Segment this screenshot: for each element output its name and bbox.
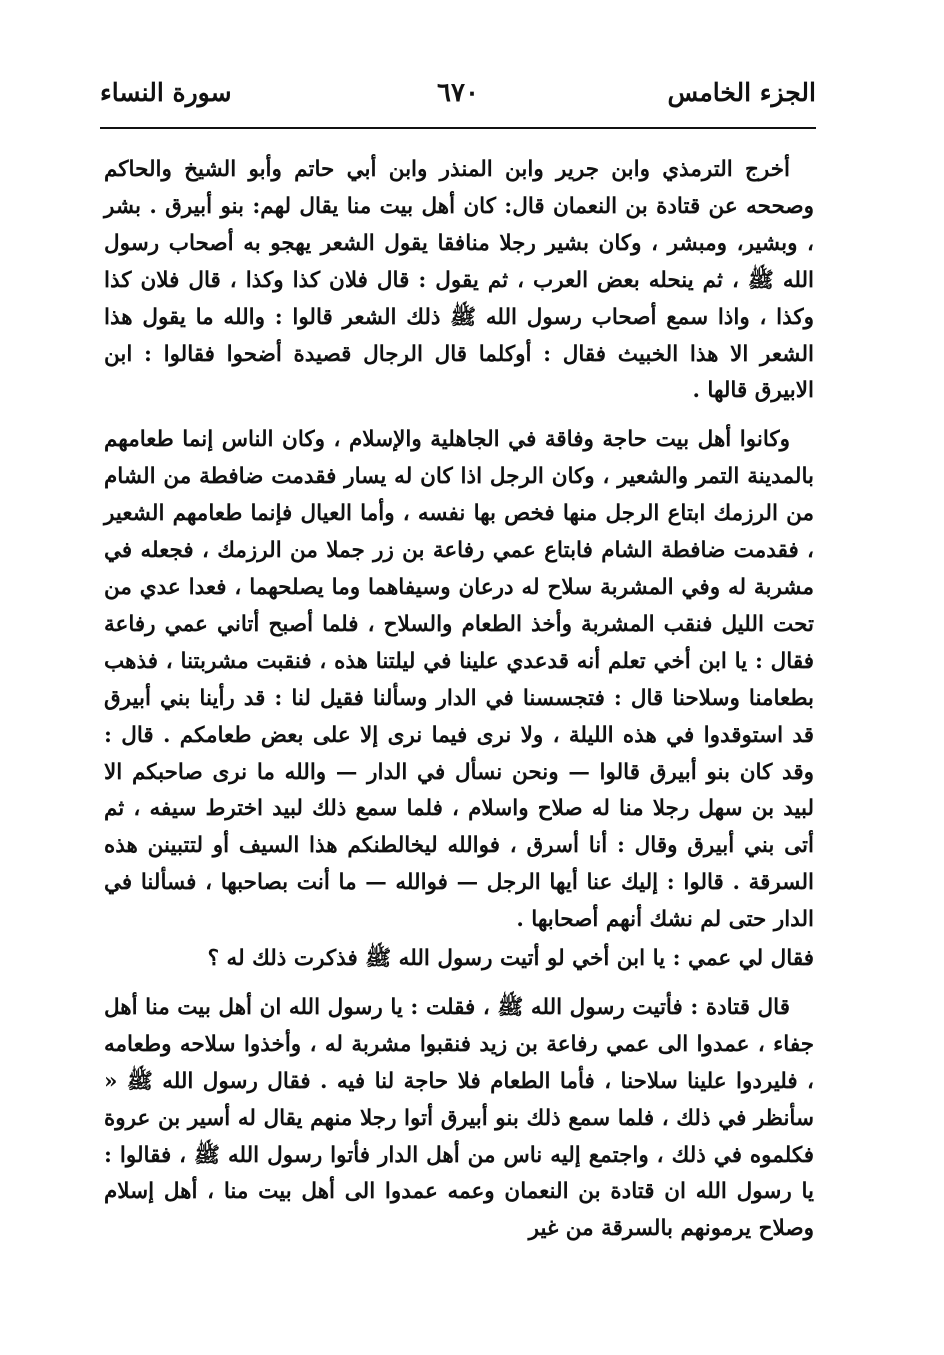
paragraph: قال قتادة : فأتيت رسول الله ﷺ ، فقلت : يا رسول الله ان أهل بيت منا أهل جفاء ، عمدوا الى عمي رفاعة بن زيد فنقبوا مشربة له ، وأخذوا سلاحه وطعامه ، فليردوا علينا سلاحنا ، فأما الطعام فلا حاجة لنا فيه . فقال رسول الله ﷺ « سأنظر في ذلك ، فلما سمع ذلك بنو أبيرق أتوا رجلا منهم يقال له أسير بن عروة فكلموه في ذلك ، واجتمع إليه ناس من أهل الدار فأتوا رسول الله ﷺ ، فقالوا : يا رسول الله ان قتادة بن النعمان وعمه عمدوا الى أهل بيت منا ، أهل إسلام وصلاح يرمونهم بالسرقة من غير (104, 994, 814, 1242)
paragraph: أخرج الترمذي وابن جرير وابن المنذر وابن أبي حاتم وأبو الشيخ والحاكم وصححه عن قتادة بن النعمان قال: كان أهل بيت منا يقال لهم: بنو أبيرق . بشر ، وبشير، ومبشر ، وكان بشير رجلا منافقا يقول الشعر يهجو به أصحاب رسول الله ﷺ ، ثم ينحله بعض العرب ، ثم يقول : قال فلان كذا وكذا ، قال فلان كذا وكذا ، واذا سمع أصحاب رسول الله ﷺ ذلك الشعر قالوا : والله ما يقول هذا الشعر الا هذا الخبيث فقال : أوكلما قال الرجال قصيدة أضحوا فقالوا : ابن الابيرق قالها . (104, 157, 815, 404)
page-number: ٦٧٠ (437, 78, 479, 108)
part-title: الجزء الخامس (667, 78, 816, 107)
paragraph: وكانوا أهل بيت حاجة وفاقة في الجاهلية والإسلام ، وكان الناس إنما طعامهم بالمدينة التمر والشعير ، وكان الرجل اذا كان له يسار فقدمت ضافطة من الشام من الرزمك ابتاع الرجل منها فخص بها نفسه ، وأما العيال فإنما طعامهم الشعير ، فقدمت ضافطة الشام فابتاع عمي رفاعة بن زر جملا من الرزمك ، فجعله في مشربة له وفي المشربة سلاح له درعان وسيفاهما وما يصلحهما ، فعدا عدي من تحت الليل فنقب المشربة وأخذ الطعام والسلاح ، فلما أصبح أتاني عمي رفاعة فقال : يا ابن أخي تعلم أنه قدعدي علينا في ليلتنا هذه ، فنقبت مشربتنا ، فذهب بطعامنا وسلاحنا قال : فتجسسنا في الدار وسألنا فقيل لنا : قد رأينا بني أبيرق قد استوقدوا في هذه الليلة ، ولا نرى فيما نرى إلا على بعض طعامكم . قال : وقد كان بنو أبيرق قالوا — ونحن نسأل في الدار — والله ما نرى صاحبكم الا لبيد بن سهل رجلا منا له صلاح واسلام ، فلما سمع ذلك لبيد اخترط سيفه ، ثم أتى بني أبيرق وقال : أنا أسرق ، فوالله ليخالطنكم هذا السيف أو لتتبينن هذه السرقة . قالوا : إليك عنا أيها الرجل — فوالله — ما أنت بصاحبها ، فسألنا في الدار حتى لم نشك أنهم أصحابها . (104, 427, 814, 933)
header-divider (100, 127, 816, 129)
paragraph: فقال لي عمي : يا ابن أخي لو أتيت رسول الله ﷺ فذكرت ذلك له ؟ (207, 946, 814, 972)
main-text (104, 152, 814, 1248)
surah-title: سورة النساء (100, 78, 232, 107)
running-header (100, 78, 816, 122)
